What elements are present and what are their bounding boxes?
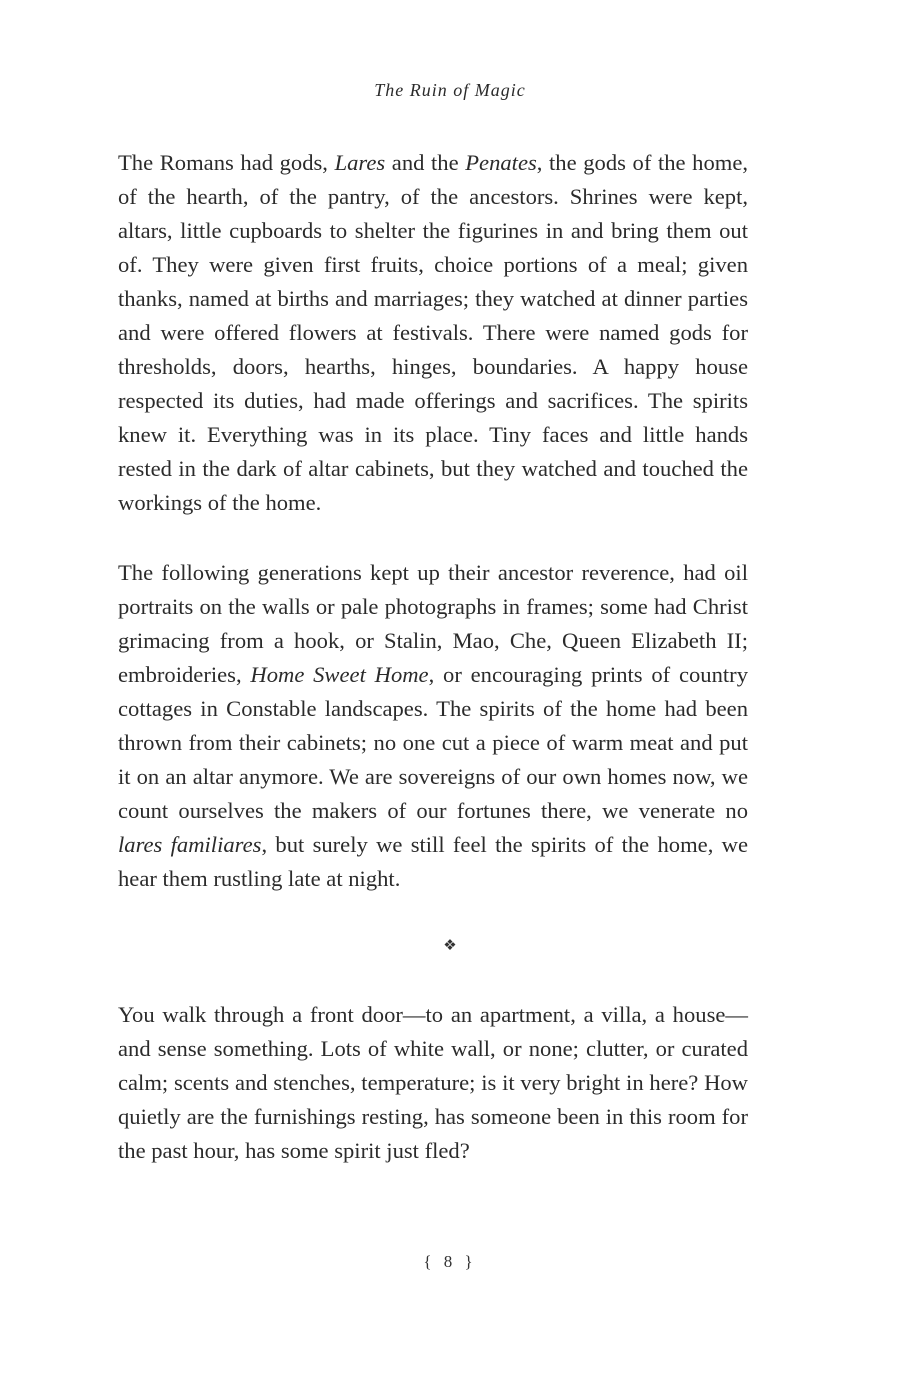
paragraph-text bbox=[118, 998, 748, 1168]
text-run: You walk through a front door—to an apartment, a villa, a house—and sense something. Lots of white wall, or none; clutter, or curated calm; scents and stenches, temperature; is it very bright in here? How quietly are the furnishings resting, has someone been in this room for the past hour, has some spirit just fled? bbox=[118, 1002, 748, 1163]
page-number: { 8 } bbox=[423, 1252, 477, 1271]
paragraph-front-door bbox=[118, 998, 748, 1168]
paragraph-generations bbox=[118, 556, 748, 896]
paragraph-text bbox=[118, 146, 748, 520]
paragraph-text bbox=[118, 556, 748, 896]
text-run: and the bbox=[385, 150, 466, 175]
text-run: The following generations kept up their ancestor reverence, had oil portraits on the walls or pale photographs in frames; some had Christ grimacing from a hook, or Stalin, Mao, Che, Queen Elizabeth II; embroideries, bbox=[118, 560, 748, 687]
paragraph-romans bbox=[118, 146, 748, 520]
text-run: The Romans had gods, bbox=[118, 150, 335, 175]
running-head-title: The Ruin of Magic bbox=[374, 80, 526, 100]
text-run: , the gods of the home, of the hearth, of the pantry, of the ancestors. Shrines were kept, altars, little cupboards to shelter the figurines in and bring them out of. They were given first fruits, choice portions of a meal; given thanks, named at births and marriages; they watched at dinner parties and were offered flowers at festivals. There were named gods for thresholds, doors, hearths, hinges, boundaries. A happy house respected its duties, had made offerings and sacrifices. The spirits knew it. Everything was in its place. Tiny faces and little hands rested in the dark of altar cabinets, but they watched and touched the workings of the home. bbox=[118, 150, 749, 515]
italic-run: lares familiares bbox=[118, 832, 262, 857]
italic-run: Home Sweet Home bbox=[250, 662, 429, 687]
italic-run: Penates bbox=[465, 150, 537, 175]
text-run: , or encouraging prints of country cottages in Constable landscapes. The spirits of the home had been thrown from their cabinets; no one cut a piece of warm meat and put it on an altar anymore. We are sovereigns of our own homes now, we count ourselves the makers of our fortunes there, we venerate no bbox=[118, 662, 748, 823]
section-break-ornament-icon: ❖ bbox=[443, 936, 457, 954]
text-run: , but surely we still feel the spirits of the home, we hear them rustling late at night. bbox=[118, 832, 748, 891]
italic-run: Lares bbox=[334, 150, 386, 175]
